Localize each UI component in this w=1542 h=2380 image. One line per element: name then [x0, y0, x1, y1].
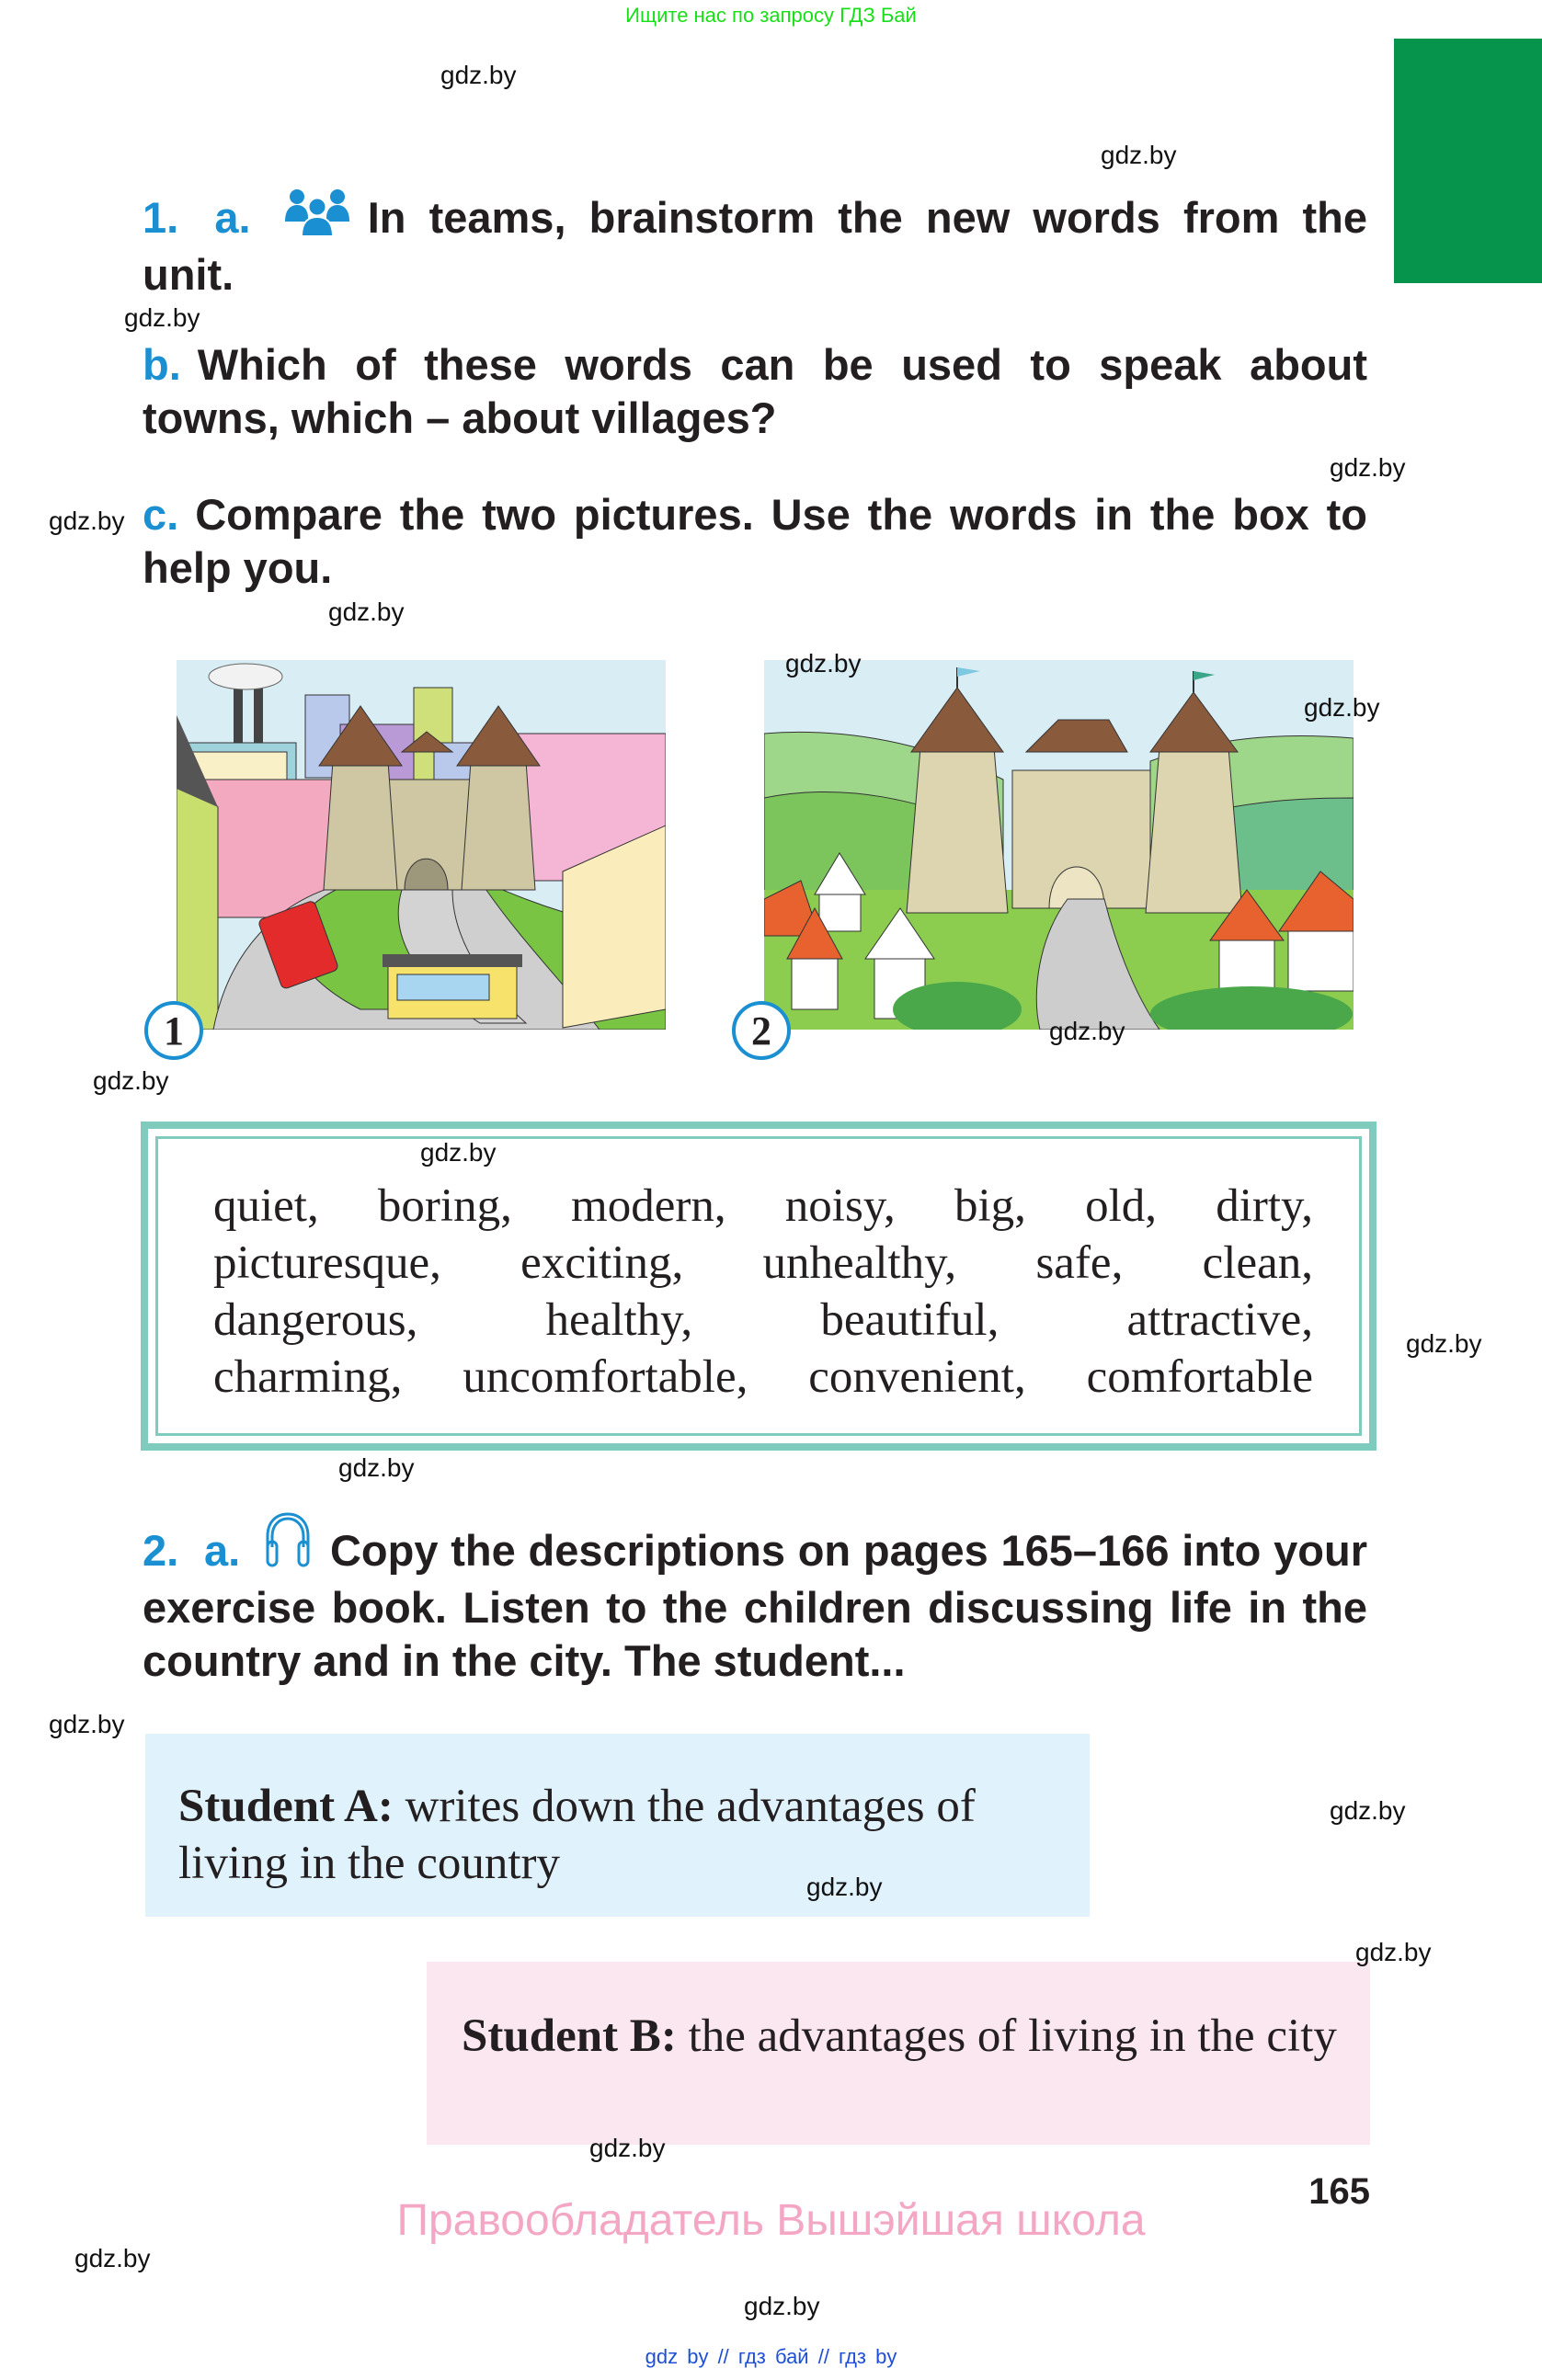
vocabulary-line: charming, uncomfortable, convenient, comfortable [213, 1351, 1313, 1403]
page-number: 165 [1308, 2171, 1370, 2212]
watermark: gdz.by [806, 1873, 883, 1901]
watermark: gdz.by [338, 1453, 415, 1482]
task-letter: c. [143, 490, 179, 539]
task-text: Compare the two pictures. Use the words in the box to help you. [143, 490, 1367, 592]
town-picture [177, 660, 666, 1030]
vocabulary-line: dangerous, healthy, beautiful, attractive, [213, 1294, 1313, 1346]
watermark: gdz.by [93, 1066, 169, 1095]
watermark: gdz.by [74, 2244, 151, 2272]
vocabulary-box-inner [155, 1136, 1362, 1436]
headphones-icon [262, 1510, 314, 1581]
student-b-card [427, 1962, 1370, 2145]
picture-badge-2: 2 [732, 1001, 791, 1060]
section-color-tab [1394, 39, 1542, 283]
watermark: gdz.by [744, 2292, 820, 2320]
team-icon [283, 188, 351, 248]
copyright-notice: Правообладатель Вышэйшая школа [396, 2196, 1146, 2245]
exercise-1c [143, 488, 1367, 595]
watermark: gdz.by [1330, 1796, 1406, 1825]
watermark: gdz.by [1406, 1329, 1482, 1358]
task-letter: b. [143, 340, 181, 389]
task-letter: a. [214, 193, 251, 242]
watermark: gdz.by [328, 598, 405, 626]
task-text: Which of these words can be used to speak about towns, which – about villages? [143, 340, 1367, 442]
picture-badge-1: 1 [144, 1001, 203, 1060]
watermark: gdz.by [589, 2134, 666, 2162]
watermark: gdz.by [420, 1138, 497, 1167]
exercise-1a [143, 188, 1367, 302]
exercise-number: 2. [143, 1526, 179, 1575]
student-a-text: writes down the advantages of living in the country [178, 1781, 976, 1889]
student-a-label: Student A: [178, 1781, 394, 1832]
village-picture [764, 660, 1354, 1030]
watermark: gdz.by [1330, 453, 1406, 482]
student-a-card [145, 1734, 1090, 1917]
exercise-1b [143, 338, 1367, 445]
watermark: gdz.by [1049, 1017, 1125, 1045]
student-b-label: Student B: [462, 2010, 677, 2062]
watermark: gdz.by [440, 61, 517, 89]
watermark: gdz.by [1304, 693, 1380, 722]
watermark: gdz.by [49, 507, 125, 535]
vocabulary-box [141, 1122, 1376, 1451]
exercise-2a [143, 1510, 1367, 1688]
search-banner: Ищите нас по запросу ГДЗ Бай [625, 4, 917, 27]
vocabulary-line: quiet, boring, modern, noisy, big, old, dirty, [213, 1180, 1313, 1232]
watermark: gdz.by [49, 1710, 125, 1738]
task-letter: a. [203, 1526, 241, 1575]
exercise-number: 1. [143, 193, 179, 242]
vocabulary-line: picturesque, exciting, unhealthy, safe, clean, [213, 1237, 1313, 1289]
footer-links[interactable]: gdz by // гдз бай // гдз by [645, 2345, 897, 2368]
watermark: gdz.by [1101, 141, 1177, 169]
watermark: gdz.by [785, 649, 862, 678]
task-text: Copy the descriptions on pages 165–166 into your exercise book. Listen to the children discussing life in the country and in the city. The student... [143, 1526, 1368, 1685]
student-b-text: the advantages of living in the city [676, 2010, 1337, 2062]
task-text: In teams, brainstorm the new words from the unit. [143, 193, 1368, 299]
watermark: gdz.by [124, 303, 200, 332]
watermark: gdz.by [1355, 1938, 1432, 1966]
